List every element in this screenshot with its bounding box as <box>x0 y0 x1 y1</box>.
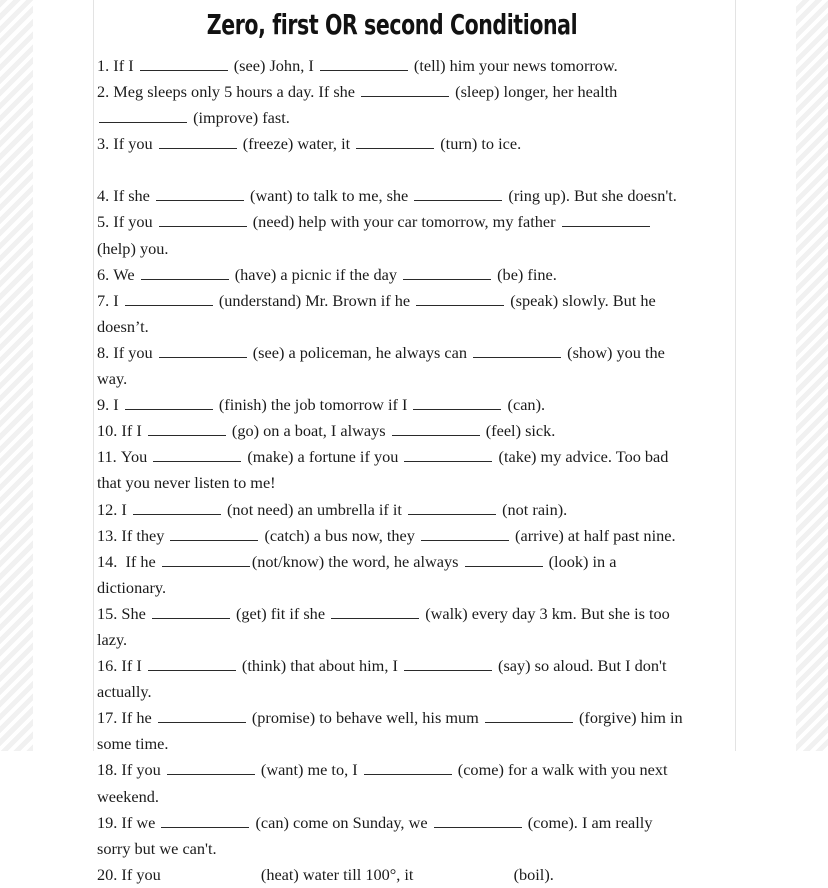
exercise-text: (turn) to ice. <box>436 134 522 154</box>
answer-blank[interactable] <box>167 761 255 775</box>
exercise-text: (look) in a dictionary. <box>97 551 617 597</box>
exercise-text: (see) a policeman, he always can <box>248 342 472 362</box>
exercise-number: 16. <box>97 656 122 676</box>
answer-blank[interactable] <box>361 83 449 97</box>
answer-blank[interactable] <box>404 448 492 462</box>
exercise-text: If they <box>121 525 169 545</box>
exercise-number: 2. <box>97 82 114 102</box>
exercise-item <box>97 418 687 444</box>
answer-blank[interactable] <box>414 187 502 201</box>
exercise-text: (freeze) water, it <box>238 134 355 154</box>
answer-blank[interactable] <box>408 500 496 514</box>
exercise-text: If you <box>113 212 157 232</box>
answer-blank[interactable] <box>153 448 241 462</box>
exercise-text: If you <box>113 134 157 154</box>
exercise-text: (sleep) longer, her health <box>451 82 618 102</box>
exercise-text: (improve) fast. <box>189 108 290 128</box>
exercise-text: I <box>121 499 131 519</box>
answer-blank[interactable] <box>161 813 249 827</box>
exercise-number: 15. <box>97 603 122 623</box>
exercise-item <box>97 523 687 549</box>
exercise-number: 10. <box>97 421 122 441</box>
exercise-item <box>97 131 687 157</box>
exercise-item <box>97 601 687 653</box>
exercise-text: If I <box>113 56 138 75</box>
exercise-text: (not need) an umbrella if it <box>222 499 407 519</box>
answer-blank[interactable] <box>141 265 229 279</box>
exercise-item <box>97 810 687 862</box>
exercise-item <box>97 209 687 261</box>
answer-blank[interactable] <box>392 422 480 436</box>
exercise-number: 17. <box>97 708 122 728</box>
answer-blank[interactable] <box>364 761 452 775</box>
exercise-text: (walk) every day 3 km. But she is too lazy. <box>97 603 670 649</box>
exercise-text: (take) my advice. Too bad that you never listen to me! <box>97 447 669 493</box>
exercise-item <box>97 444 687 496</box>
exercise-item <box>97 653 687 705</box>
exercise-number: 19. <box>97 812 122 832</box>
exercise-text: (ring up). But she doesn't. <box>504 186 677 206</box>
exercise-text: (speak) slowly. But he doesn’t. <box>97 290 656 336</box>
exercise-number: 6. <box>97 264 114 284</box>
exercise-number: 13. <box>97 525 122 545</box>
exercise-item <box>97 497 687 523</box>
exercise-text: We <box>113 264 139 284</box>
exercise-text: If you <box>121 760 165 780</box>
exercise-text: If you <box>121 864 165 884</box>
exercise-number: 8. <box>97 342 114 362</box>
exercise-item <box>97 183 687 209</box>
exercise-number: 4. <box>97 186 114 206</box>
exercise-text: (go) on a boat, I always <box>227 421 390 441</box>
answer-blank[interactable] <box>562 213 650 227</box>
answer-blank[interactable] <box>404 657 492 671</box>
exercise-number: 1. <box>97 56 114 75</box>
exercise-text: (tell) him your news tomorrow. <box>409 56 618 75</box>
exercise-text: If you <box>113 342 157 362</box>
exercise-text: I <box>113 395 123 415</box>
answer-blank[interactable] <box>152 605 230 619</box>
answer-blank[interactable] <box>159 135 237 149</box>
exercise-text: (not rain). <box>498 499 568 519</box>
exercise-text: (show) you the way. <box>97 342 665 389</box>
exercise-text: (promise) to behave well, his mum <box>247 708 483 728</box>
answer-blank[interactable] <box>133 500 221 514</box>
answer-blank[interactable] <box>148 657 236 671</box>
answer-blank[interactable] <box>320 57 408 71</box>
exercise-text: (arrive) at half past nine. <box>510 525 676 545</box>
answer-blank[interactable] <box>167 866 255 879</box>
exercise-number: 7. <box>97 290 114 310</box>
exercise-text: (forgive) him in some time. <box>97 708 683 754</box>
answer-blank[interactable] <box>473 344 561 358</box>
exercise-item <box>97 340 687 392</box>
answer-blank[interactable] <box>420 866 508 879</box>
exercise-number: 9. <box>97 395 114 415</box>
exercise-number: 3. <box>97 134 114 154</box>
exercise-item <box>97 79 687 131</box>
exercise-number: 12. <box>97 499 122 519</box>
exercise-text: Meg sleeps only 5 hours a day. If she <box>113 82 360 102</box>
exercise-text: (finish) the job tomorrow if I <box>214 395 412 415</box>
exercise-text: (catch) a bus now, they <box>260 525 419 545</box>
exercise-number: 18. <box>97 760 122 780</box>
exercise-text: (boil). <box>509 864 554 884</box>
exercise-text: (come). I am really sorry but we can't. <box>97 812 653 858</box>
exercise-list <box>97 53 687 888</box>
answer-blank[interactable] <box>485 709 573 723</box>
exercise-text: I <box>113 290 123 310</box>
answer-blank[interactable] <box>125 396 213 410</box>
exercise-text: (want) to talk to me, she <box>245 186 413 206</box>
answer-blank[interactable] <box>159 344 247 358</box>
exercise-text: (understand) Mr. Brown if he <box>214 290 415 310</box>
answer-blank[interactable] <box>170 526 258 540</box>
exercise-item <box>97 757 687 809</box>
exercise-text: (heat) water till 100°, it <box>256 864 418 884</box>
exercise-text: (get) fit if she <box>231 603 330 623</box>
answer-blank[interactable] <box>356 135 434 149</box>
exercise-text: (can). <box>503 395 546 415</box>
exercise-text: (say) so aloud. But I don't actually. <box>97 656 667 702</box>
exercise-text: (see) John, I <box>229 56 318 75</box>
exercise-item <box>97 262 687 288</box>
exercise-text: If I <box>121 656 146 676</box>
answer-blank[interactable] <box>465 552 543 566</box>
exercise-item <box>97 862 687 888</box>
answer-blank[interactable] <box>99 109 187 123</box>
exercise-text: (make) a fortune if you <box>243 447 403 467</box>
exercise-text: (need) help with your car tomorrow, my father <box>248 212 560 232</box>
exercise-text: (be) fine. <box>493 264 557 284</box>
answer-blank[interactable] <box>434 813 522 827</box>
exercise-item <box>97 53 687 79</box>
exercise-text: If he <box>125 551 160 571</box>
exercise-text: If he <box>121 708 156 728</box>
answer-blank[interactable] <box>331 605 419 619</box>
answer-blank[interactable] <box>403 265 491 279</box>
answer-blank[interactable] <box>159 213 247 227</box>
answer-blank[interactable] <box>158 709 246 723</box>
exercise-text: She <box>121 603 150 623</box>
answer-blank[interactable] <box>140 57 228 71</box>
answer-blank[interactable] <box>156 187 244 201</box>
answer-blank[interactable] <box>416 291 504 305</box>
exercise-text: (want) me to, I <box>256 760 362 780</box>
answer-blank[interactable] <box>148 422 226 436</box>
exercise-text: (can) come on Sunday, we <box>251 812 432 832</box>
answer-blank[interactable] <box>162 552 250 566</box>
exercise-item <box>97 549 687 601</box>
exercise-number: 5. <box>97 212 114 232</box>
exercise-text: If we <box>121 812 160 832</box>
answer-blank[interactable] <box>125 291 213 305</box>
exercise-text: (have) a picnic if the day <box>230 264 402 284</box>
worksheet-title: Zero, first OR second Conditional <box>206 8 578 41</box>
exercise-number: 20. <box>97 864 122 884</box>
answer-blank[interactable] <box>421 526 509 540</box>
exercise-text: If she <box>113 186 154 206</box>
exercise-number: 11. <box>97 447 121 467</box>
exercise-text: (think) that about him, I <box>237 656 402 676</box>
exercise-text: (not/know) the word, he always <box>251 551 463 571</box>
exercise-text: If I <box>121 421 146 441</box>
exercise-item <box>97 288 687 340</box>
exercise-text: (feel) sick. <box>481 421 556 441</box>
exercise-text: (come) for a walk with you next weekend. <box>97 760 668 806</box>
right-margin-rule <box>735 0 736 751</box>
exercise-item <box>97 392 687 418</box>
exercise-number: 14. <box>97 551 126 571</box>
left-margin-rule <box>93 0 94 751</box>
answer-blank[interactable] <box>413 396 501 410</box>
exercise-text: (help) you. <box>97 238 169 258</box>
exercise-item <box>97 705 687 757</box>
exercise-text: You <box>120 447 152 467</box>
worksheet-content <box>97 0 687 884</box>
